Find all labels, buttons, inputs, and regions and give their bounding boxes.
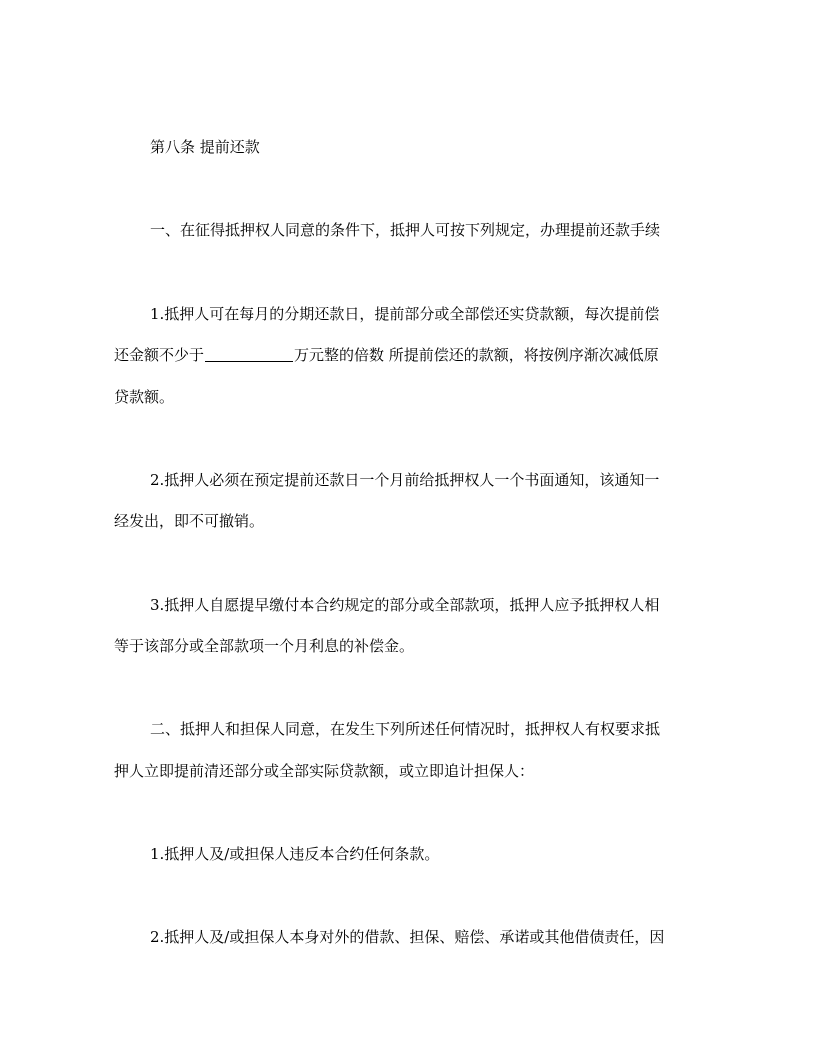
item-1-1-text-before-blank: 还金额不少于: [114, 346, 205, 364]
item-1-1-line-2: [114, 345, 702, 365]
item-2-1-line-1: 1.抵押人及/或担保人违反本合约任何条款。: [150, 845, 440, 863]
item-1-2-line-2: 经发出，即不可撤销。: [114, 512, 265, 530]
item-1-1-text-after-blank: 万元整的倍数 所提前偿还的款额，将按例序渐次减低原: [294, 346, 659, 364]
item-1-1-line-3: 贷款额。: [114, 388, 175, 406]
item-1-3-line-2: 等于该部分或全部款项一个月利息的补偿金。: [114, 637, 415, 655]
paragraph-two-line-1: 二、抵押人和担保人同意，在发生下列所述任何情况时，抵押权人有权要求抵: [150, 720, 661, 738]
paragraph-two-line-2: 押人立即提前清还部分或全部实际贷款额，或立即追计担保人：: [114, 762, 535, 780]
item-1-2-line-1: 2.抵押人必须在预定提前还款日一个月前给抵押权人一个书面通知，该通知一: [150, 471, 660, 489]
paragraph-one-line-1: 一、在征得抵押权人同意的条件下，抵押人可按下列规定，办理提前还款手续: [150, 221, 661, 239]
item-1-3-line-1: 3.抵押人自愿提早缴付本合约规定的部分或全部款项，抵押人应予抵押权人相: [150, 596, 660, 614]
item-2-2-line-1: 2.抵押人及/或担保人本身对外的借款、担保、赔偿、承诺或其他借债责任，因: [150, 928, 665, 946]
article-heading: 第八条 提前还款: [150, 138, 260, 156]
item-1-1-line-1: 1.抵押人可在每月的分期还款日，提前部分或全部偿还实贷款额，每次提前偿: [150, 305, 660, 323]
amount-blank-field: [205, 347, 293, 362]
